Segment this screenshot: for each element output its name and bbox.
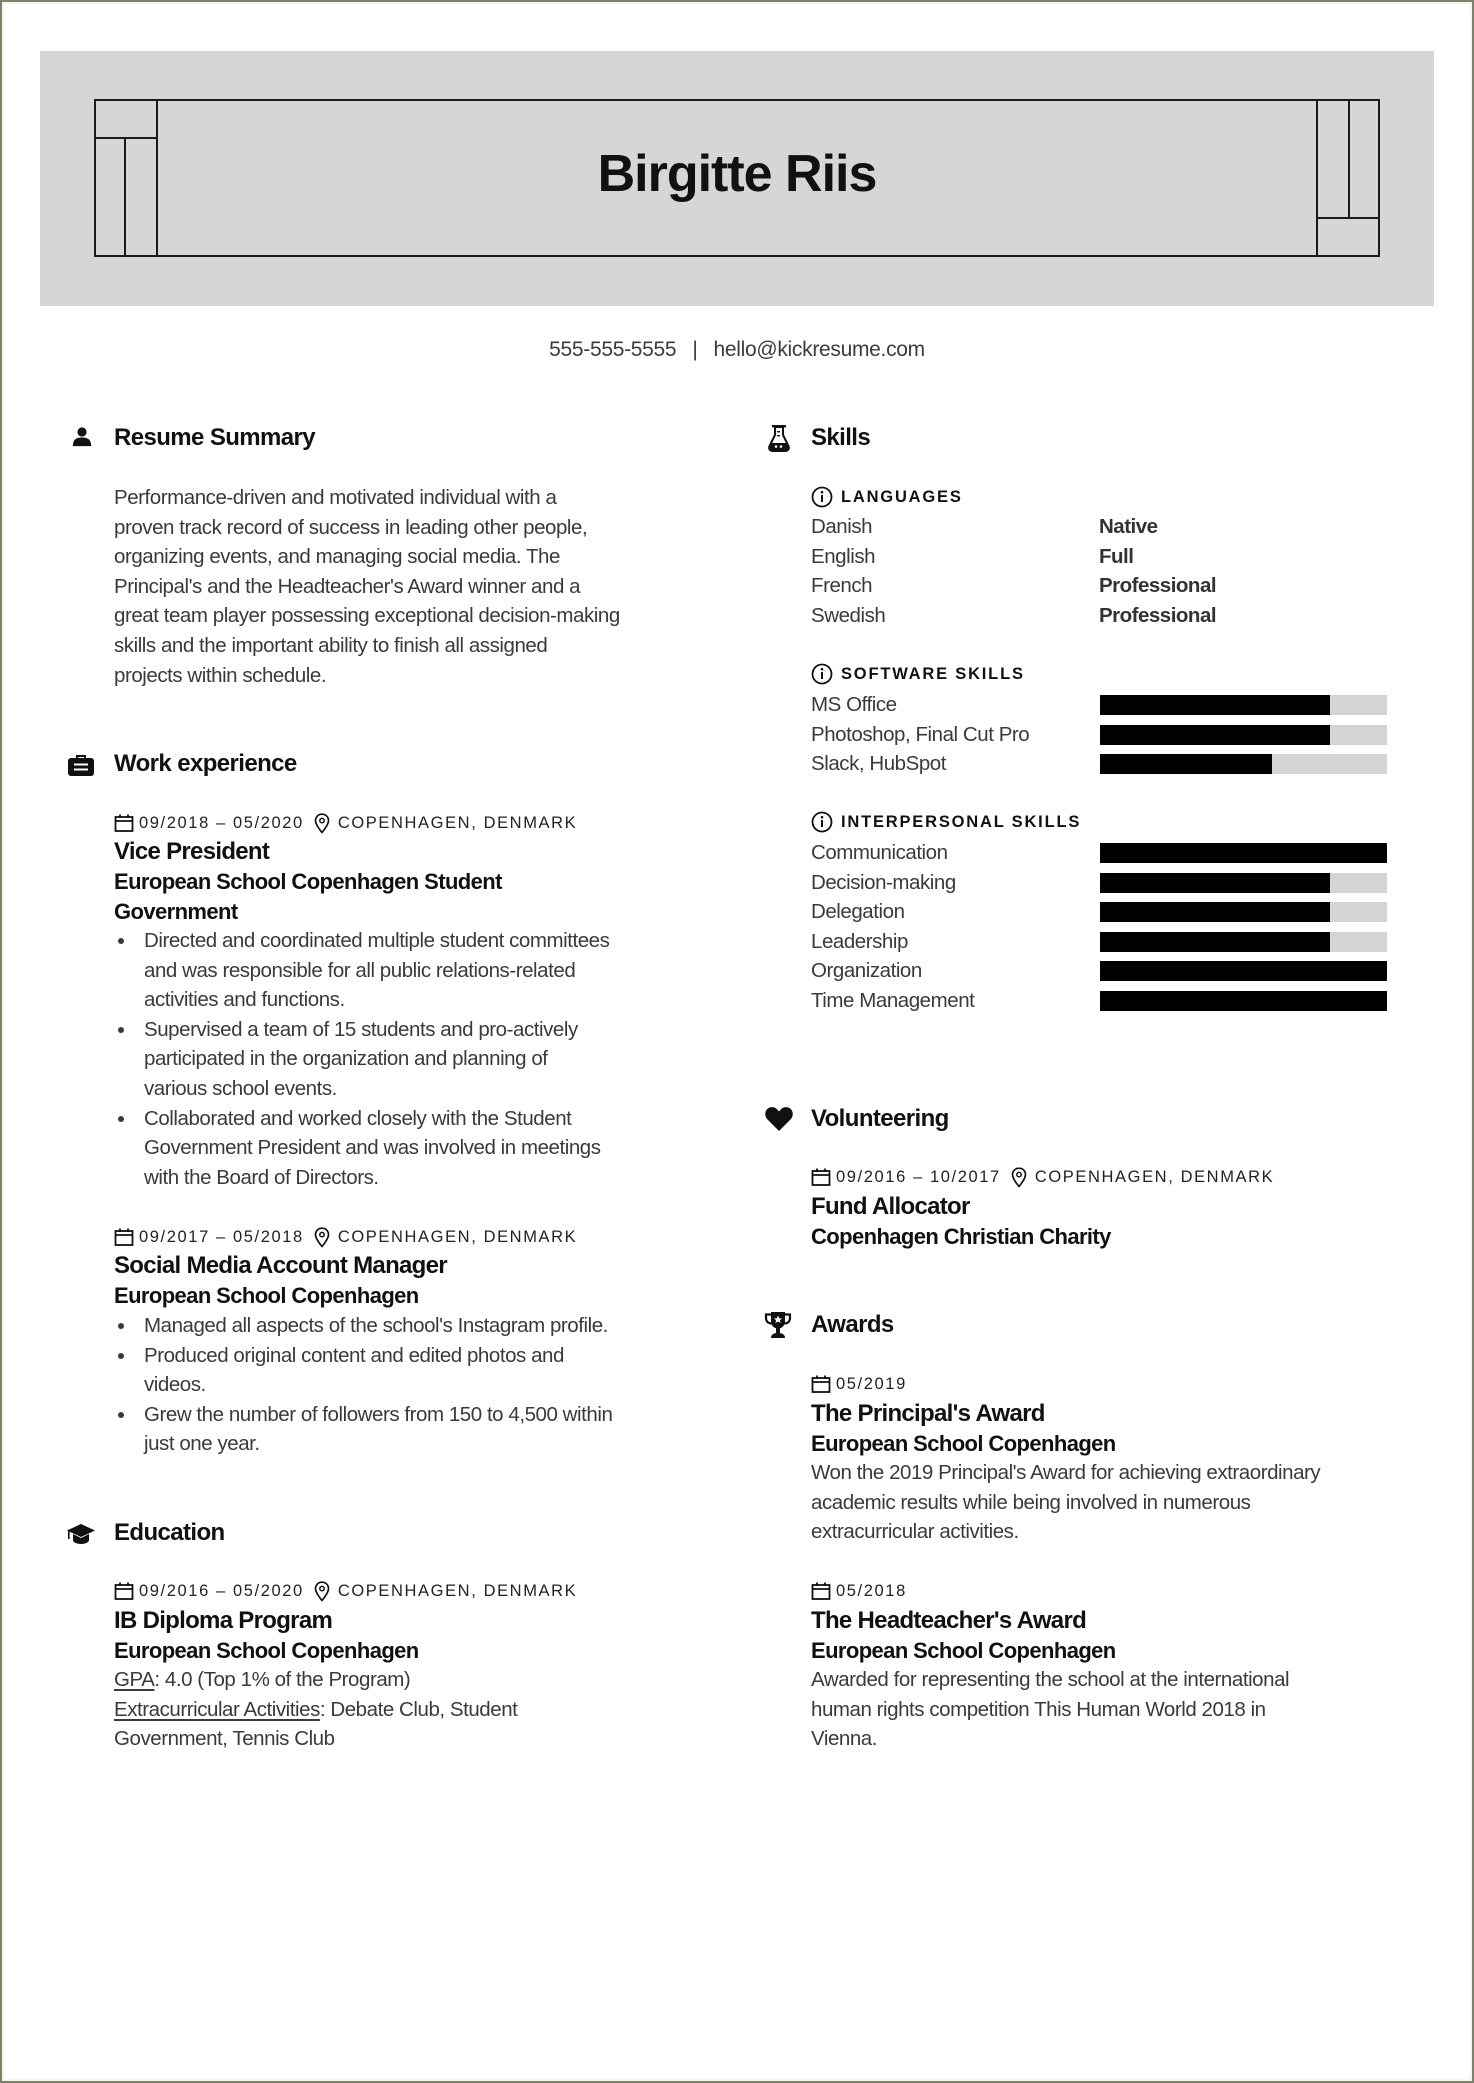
graduation-cap-icon [66,1523,96,1545]
education-title: IB Diploma Program [114,1607,333,1634]
phone-number[interactable]: 555-555-5555 [549,338,677,361]
briefcase-icon [67,752,95,777]
skill-row [811,868,1391,898]
skills-group-label: INTERPERSONAL SKILLS [841,813,1082,831]
ornament-line [1348,99,1350,218]
skill-level-fill [1100,725,1330,745]
skill-name: Photoshop, Final Cut Pro [811,722,1030,746]
calendar-icon [811,1167,831,1187]
language-name: Danish [811,515,873,538]
skill-row [811,720,1391,750]
email-link[interactable]: hello@kickresume.com [713,338,925,361]
skill-level-fill [1100,961,1387,981]
bullet-line: Supervised a team of 15 students and pro-actively [144,1017,578,1041]
skill-level-bar [1100,725,1387,745]
skill-level-bar [1100,991,1387,1011]
bullet-line: Government President and was involved in meetings [144,1136,601,1160]
extracurricular-value: : Debate Club, Student [319,1697,518,1721]
info-icon [811,811,833,833]
language-level: Full [1099,544,1134,568]
skill-row [811,986,1391,1016]
trophy-icon [764,1311,792,1339]
bullet-dot [118,938,124,944]
skills-group-software [811,663,1025,685]
job-organization [114,867,502,926]
bullet-dot [118,1323,124,1329]
skill-level-fill [1100,873,1330,893]
calendar-icon [114,813,134,833]
award-meta [811,1580,907,1602]
award-description [811,1458,1320,1547]
job-title: Vice President [114,838,270,865]
language-name: French [811,574,873,598]
bullet-dot [118,1412,124,1418]
gpa-value: : 4.0 (Top 1% of the Program) [154,1668,411,1691]
skill-level-bar [1100,932,1387,952]
language-level: Professional [1099,603,1217,627]
award-line: Won the 2019 Principal's Award for achieving extraordinary [811,1461,1321,1484]
skill-name: Decision-making [811,870,956,894]
calendar-icon [114,1227,134,1247]
section-title-volunteering: Volunteering [811,1105,949,1132]
org-line: European School Copenhagen [114,1283,419,1308]
skill-level-fill [1100,902,1330,922]
bullet-item [114,926,609,1015]
bullet-line: with the Board of Directors. [144,1165,379,1189]
volunteering-meta [811,1166,1274,1188]
skills-group-label: SOFTWARE SKILLS [841,665,1025,683]
volunteering-organization: Copenhagen Christian Charity [811,1224,1111,1249]
org-line: Government [114,898,238,924]
bullet-line: Produced original content and edited photos and [144,1343,564,1367]
bullet-line: Directed and coordinated multiple student committees [144,929,610,952]
bullet-dot [118,1353,124,1359]
calendar-icon [114,1581,134,1601]
skill-level-bar [1100,961,1387,981]
header-frame-right-ornament [1316,99,1380,257]
job-location: COPENHAGEN, DENMARK [337,814,578,832]
skills-group-label: LANGUAGES [841,488,963,506]
summary-line: Performance-driven and motivated individual with a [114,486,557,509]
skill-row [811,897,1391,927]
education-location: COPENHAGEN, DENMARK [337,1582,578,1600]
contact-separator: | [692,338,698,361]
location-pin-icon [314,1581,330,1602]
bullet-line: activities and functions. [144,988,345,1012]
bullet-item [114,1341,612,1400]
award-organization: European School Copenhagen [811,1431,1116,1456]
award-line: Vienna. [811,1727,878,1751]
language-row [811,512,1391,542]
location-pin-icon [1011,1167,1027,1188]
education-meta [114,1580,577,1602]
location-pin-icon [314,1227,330,1248]
heart-icon [764,1106,794,1132]
summary-line: great team player possessing exceptional decision-making [114,604,620,628]
skill-level-fill [1100,754,1272,774]
extracurricular-line [114,1695,517,1725]
skill-row [811,838,1391,868]
job-location: COPENHAGEN, DENMARK [337,1228,578,1246]
contact-line [0,336,1474,364]
skill-row [811,956,1391,986]
org-line: European School Copenhagen Student [114,869,502,894]
job-organization [114,1281,419,1311]
bullet-item [114,1015,609,1104]
job-bullets [114,926,609,1192]
ornament-line [124,138,126,257]
job-date: 09/2018 – 05/2020 [139,814,304,832]
skill-row [811,690,1391,720]
skill-name: Time Management [811,989,975,1012]
award-meta [811,1373,907,1395]
summary-text [114,483,620,690]
summary-line: Principal's and the Headteacher's Award winner and a [114,574,581,598]
gpa-line [114,1665,517,1695]
skill-name: Slack, HubSpot [811,752,946,776]
job-meta [114,1226,577,1248]
skills-group-languages [811,486,963,508]
bullet-dot [118,1027,124,1033]
language-row [811,542,1391,572]
education-date: 09/2016 – 05/2020 [139,1582,304,1600]
bullet-line: Grew the number of followers from 150 to 4,500 within [144,1402,613,1426]
section-title-awards: Awards [811,1311,894,1338]
skill-level-bar [1100,902,1387,922]
ornament-line [1318,217,1380,219]
bullet-line: and was responsible for all public relations-related [144,958,576,982]
language-row [811,571,1391,601]
award-line: human rights competition This Human World 2018 in [811,1697,1266,1721]
bullet-line: Managed all aspects of the school's Instagram profile. [144,1314,608,1337]
section-title-skills: Skills [811,424,871,451]
skill-level-fill [1100,843,1387,863]
education-organization: European School Copenhagen [114,1638,419,1663]
award-line: academic results while being involved in numerous [811,1490,1251,1514]
skill-level-bar [1100,843,1387,863]
section-title-summary: Resume Summary [114,424,316,451]
skills-group-interpersonal [811,811,1081,833]
skill-level-bar [1100,754,1387,774]
bullet-line: just one year. [144,1432,260,1456]
bullet-dot [118,1116,124,1122]
section-title-education: Education [114,1519,225,1546]
user-icon [71,426,93,448]
job-title: Social Media Account Manager [114,1252,447,1279]
calendar-icon [811,1374,831,1394]
skill-name: Leadership [811,929,908,953]
skill-row [811,749,1391,779]
bullet-line: participated in the organization and planning of [144,1047,548,1071]
candidate-name: Birgitte Riis [597,145,877,203]
skill-name: Delegation [811,900,905,924]
volunteering-date: 09/2016 – 10/2017 [836,1168,1001,1186]
flask-icon [768,424,790,452]
info-icon [811,486,833,508]
header-frame-left-ornament [94,99,158,257]
language-level: Native [1099,515,1158,538]
award-line: extracurricular activities. [811,1520,1019,1544]
extracurricular-label: Extracurricular Activities [114,1697,320,1721]
award-date: 05/2018 [836,1582,907,1600]
education-details [114,1665,517,1754]
award-description [811,1665,1289,1754]
skill-name: Communication [811,841,948,864]
job-date: 09/2017 – 05/2018 [139,1228,304,1246]
skill-level-bar [1100,873,1387,893]
award-organization: European School Copenhagen [811,1638,1116,1663]
bullet-line: videos. [144,1373,206,1397]
summary-line: projects within schedule. [114,663,327,687]
award-title: The Headteacher's Award [811,1607,1087,1634]
bullet-item [114,1311,612,1341]
skill-level-fill [1100,695,1330,715]
skill-name: MS Office [811,693,897,716]
summary-line: proven track record of success in leading other people, [114,515,588,539]
language-row [811,601,1391,631]
bullet-line: Collaborated and worked closely with the Student [144,1106,572,1130]
volunteering-title: Fund Allocator [811,1193,970,1220]
skill-level-fill [1100,991,1387,1011]
award-line: Awarded for representing the school at the international [811,1668,1290,1691]
bullet-item [114,1400,612,1459]
bullet-item [114,1104,609,1193]
skill-row [811,927,1391,957]
section-title-work: Work experience [114,750,297,777]
language-name: Swedish [811,603,886,627]
job-bullets [114,1311,612,1459]
extracurricular-line: Government, Tennis Club [114,1727,335,1751]
award-title: The Principal's Award [811,1400,1045,1427]
gpa-label: GPA [114,1668,155,1691]
volunteering-location: COPENHAGEN, DENMARK [1034,1168,1275,1186]
skill-name: Organization [811,959,922,983]
skill-level-bar [1100,695,1387,715]
language-level: Professional [1099,574,1217,598]
calendar-icon [811,1581,831,1601]
award-date: 05/2019 [836,1375,907,1393]
location-pin-icon [314,813,330,834]
language-name: English [811,544,876,568]
skill-level-fill [1100,932,1330,952]
bullet-line: various school events. [144,1076,337,1100]
info-icon [811,663,833,685]
job-meta [114,812,577,834]
summary-line: organizing events, and managing social media. The [114,545,560,569]
summary-line: skills and the important ability to finish all assigned [114,633,548,657]
